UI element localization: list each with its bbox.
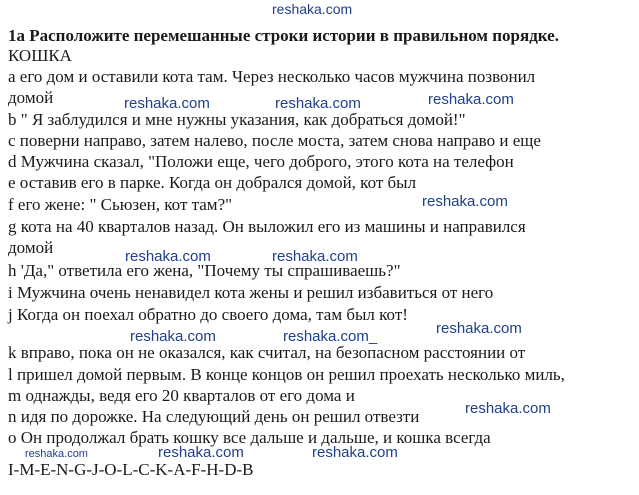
exercise-title: 1a Расположите перемешанные строки истории в правильном порядке. [8, 26, 559, 45]
watermark: reshaka.com_ [283, 328, 378, 345]
story-line-j: j Когда он поехал обратно до своего дома, там был кот! [8, 305, 408, 324]
watermark: reshaka.com [124, 95, 210, 112]
story-line-m: m однажды, ведя его 20 кварталов от его дома и [8, 386, 355, 405]
story-line-l: l пришел домой первым. В конце концов он решил проехать несколько миль, [8, 365, 565, 384]
story-line-a-cont: домой [8, 88, 54, 107]
story-line-c: c поверни направо, затем налево, после моста, затем снова направо и еще [8, 131, 541, 150]
story-line-f: f его жене: " Сьюзен, кот там?" [8, 195, 233, 214]
story-line-o: o Он продолжал брать кошку все дальше и дальше, и кошка всегда [8, 428, 491, 447]
story-line-b: b " Я заблудился и мне нужны указания, как добраться домой!" [8, 110, 466, 129]
watermark: reshaka.com [275, 95, 361, 112]
story-line-g-cont: домой [8, 238, 54, 257]
watermark-top: reshaka.com [272, 1, 353, 17]
watermark: reshaka.com [130, 328, 216, 345]
story-line-h: h 'Да," ответила его жена, "Почему ты спрашиваешь?" [8, 261, 401, 280]
story-line-g: g кота на 40 кварталов назад. Он выложил его из машины и направился [8, 217, 526, 236]
watermark: reshaka.com [465, 400, 551, 417]
watermark: reshaka.com [158, 444, 244, 461]
story-line-k: k вправо, пока он не оказался, как считал, на безопасном расстоянии от [8, 343, 526, 362]
watermark: reshaka.com [272, 248, 358, 265]
watermark: reshaka.com [25, 448, 88, 460]
answer-sequence: I-M-E-N-G-J-O-L-C-K-A-F-H-D-B [8, 460, 254, 479]
story-line-e: e оставив его в парке. Когда он добрался домой, кот был [8, 173, 417, 192]
story-line-d: d Мужчина сказал, "Положи еще, чего доброго, этого кота на телефон [8, 152, 514, 171]
story-line-a: a его дом и оставили кота там. Через несколько часов мужчина позвонил [8, 67, 536, 86]
story-line-i: i Мужчина очень ненавидел кота жены и решил избавиться от него [8, 283, 494, 302]
story-line-n: n идя по дорожке. На следующий день он решил отвезти [8, 407, 420, 426]
watermark: reshaka.com [428, 91, 514, 108]
story-title: КОШКА [8, 46, 72, 65]
watermark: reshaka.com [312, 444, 398, 461]
watermark: reshaka.com [436, 320, 522, 337]
watermark: reshaka.com [125, 248, 211, 265]
watermark: reshaka.com [422, 193, 508, 210]
